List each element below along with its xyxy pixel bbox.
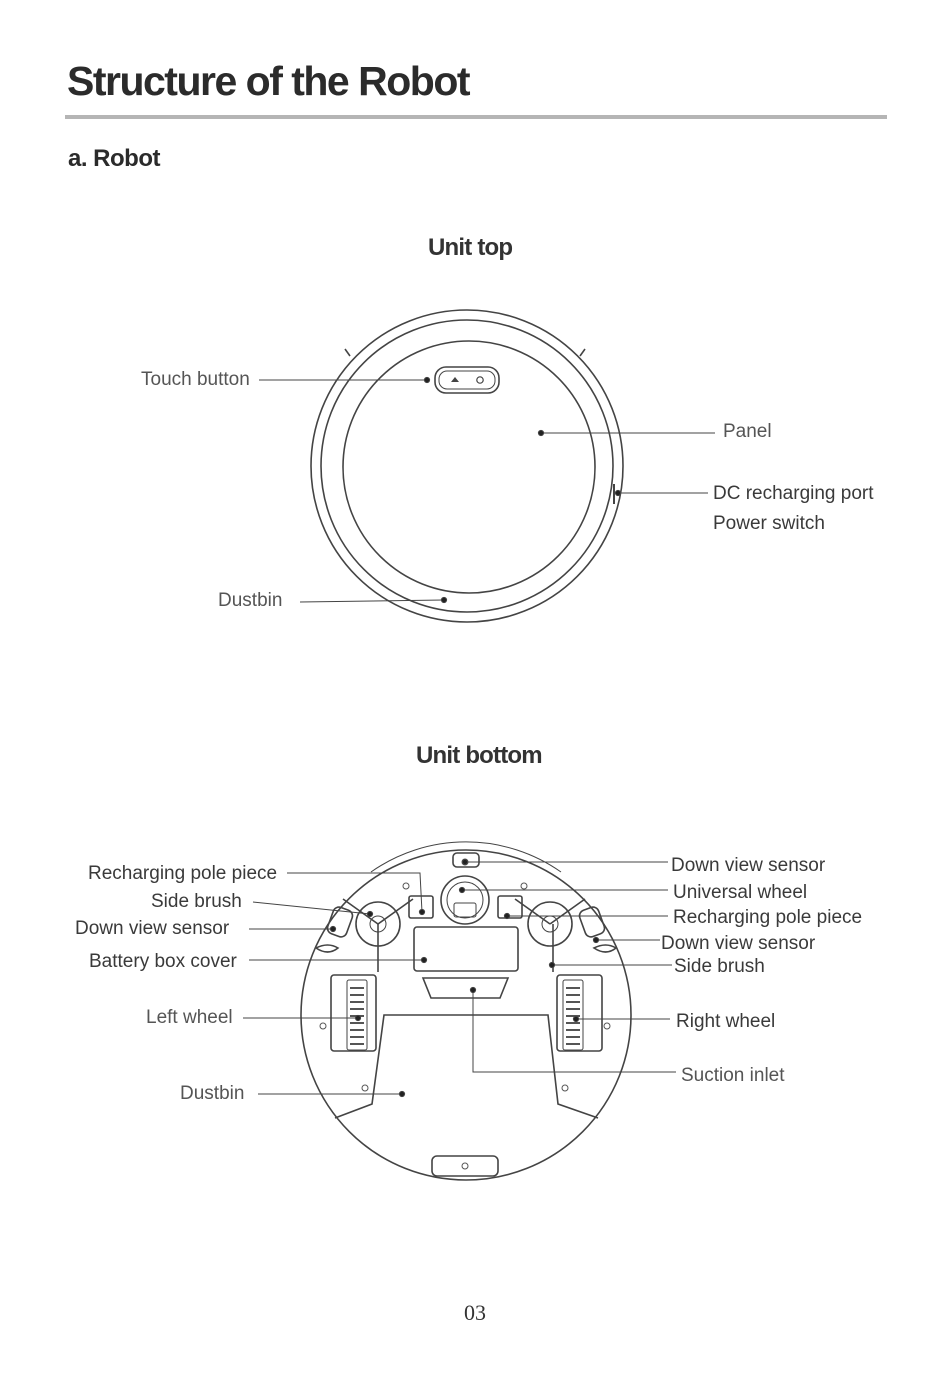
label-side-brush-right: Side brush <box>674 956 765 977</box>
label-recharging-pole-left: Recharging pole piece <box>88 863 278 884</box>
page-number: 03 <box>464 1300 486 1325</box>
label-recharging-pole-right: Recharging pole piece <box>673 907 863 928</box>
unit-top-heading: Unit top <box>428 234 513 261</box>
unit-top-icons <box>451 377 483 383</box>
right-wheel-well <box>557 975 602 1051</box>
unit-top-diagram <box>311 310 623 622</box>
unit-bottom-heading: Unit bottom <box>416 742 542 769</box>
label-down-view-sensor-right: Down view sensor <box>661 933 816 954</box>
label-dustbin-top: Dustbin <box>218 590 283 611</box>
top-outer-ring <box>311 310 623 622</box>
label-down-view-sensor-top: Down view sensor <box>671 855 826 876</box>
page-title: Structure of the Robot <box>67 58 470 104</box>
power-icon <box>477 377 483 383</box>
label-touch-button: Touch button <box>141 369 250 390</box>
unit-bottom-diagram <box>301 842 631 1180</box>
label-power-switch: Power switch <box>713 513 825 534</box>
section-heading: a. Robot <box>68 145 160 172</box>
dustbin-outline <box>335 1015 598 1118</box>
label-side-brush-left: Side brush <box>151 891 242 912</box>
top-panel-ring <box>343 341 595 593</box>
right-side-sensor <box>578 905 606 938</box>
left-wheel-well <box>331 975 376 1051</box>
label-dc-recharging-port: DC recharging port <box>713 483 874 504</box>
label-universal-wheel: Universal wheel <box>673 882 808 903</box>
top-middle-ring <box>321 320 613 612</box>
label-battery-box-cover: Battery box cover <box>89 951 237 972</box>
label-right-wheel: Right wheel <box>676 1011 776 1032</box>
label-down-view-sensor-left: Down view sensor <box>75 918 230 939</box>
label-left-wheel: Left wheel <box>146 1007 233 1028</box>
right-pole-piece <box>498 896 522 918</box>
label-suction-inlet: Suction inlet <box>681 1065 785 1086</box>
label-dustbin-bottom: Dustbin <box>180 1083 245 1104</box>
home-icon <box>451 377 459 382</box>
label-panel: Panel <box>723 421 772 442</box>
unit-top-leaders <box>259 377 715 602</box>
suction-inlet-shape <box>423 978 508 998</box>
bottom-tab <box>432 1156 498 1176</box>
screw-holes <box>320 859 610 1169</box>
battery-box-cover-shape <box>414 927 518 971</box>
